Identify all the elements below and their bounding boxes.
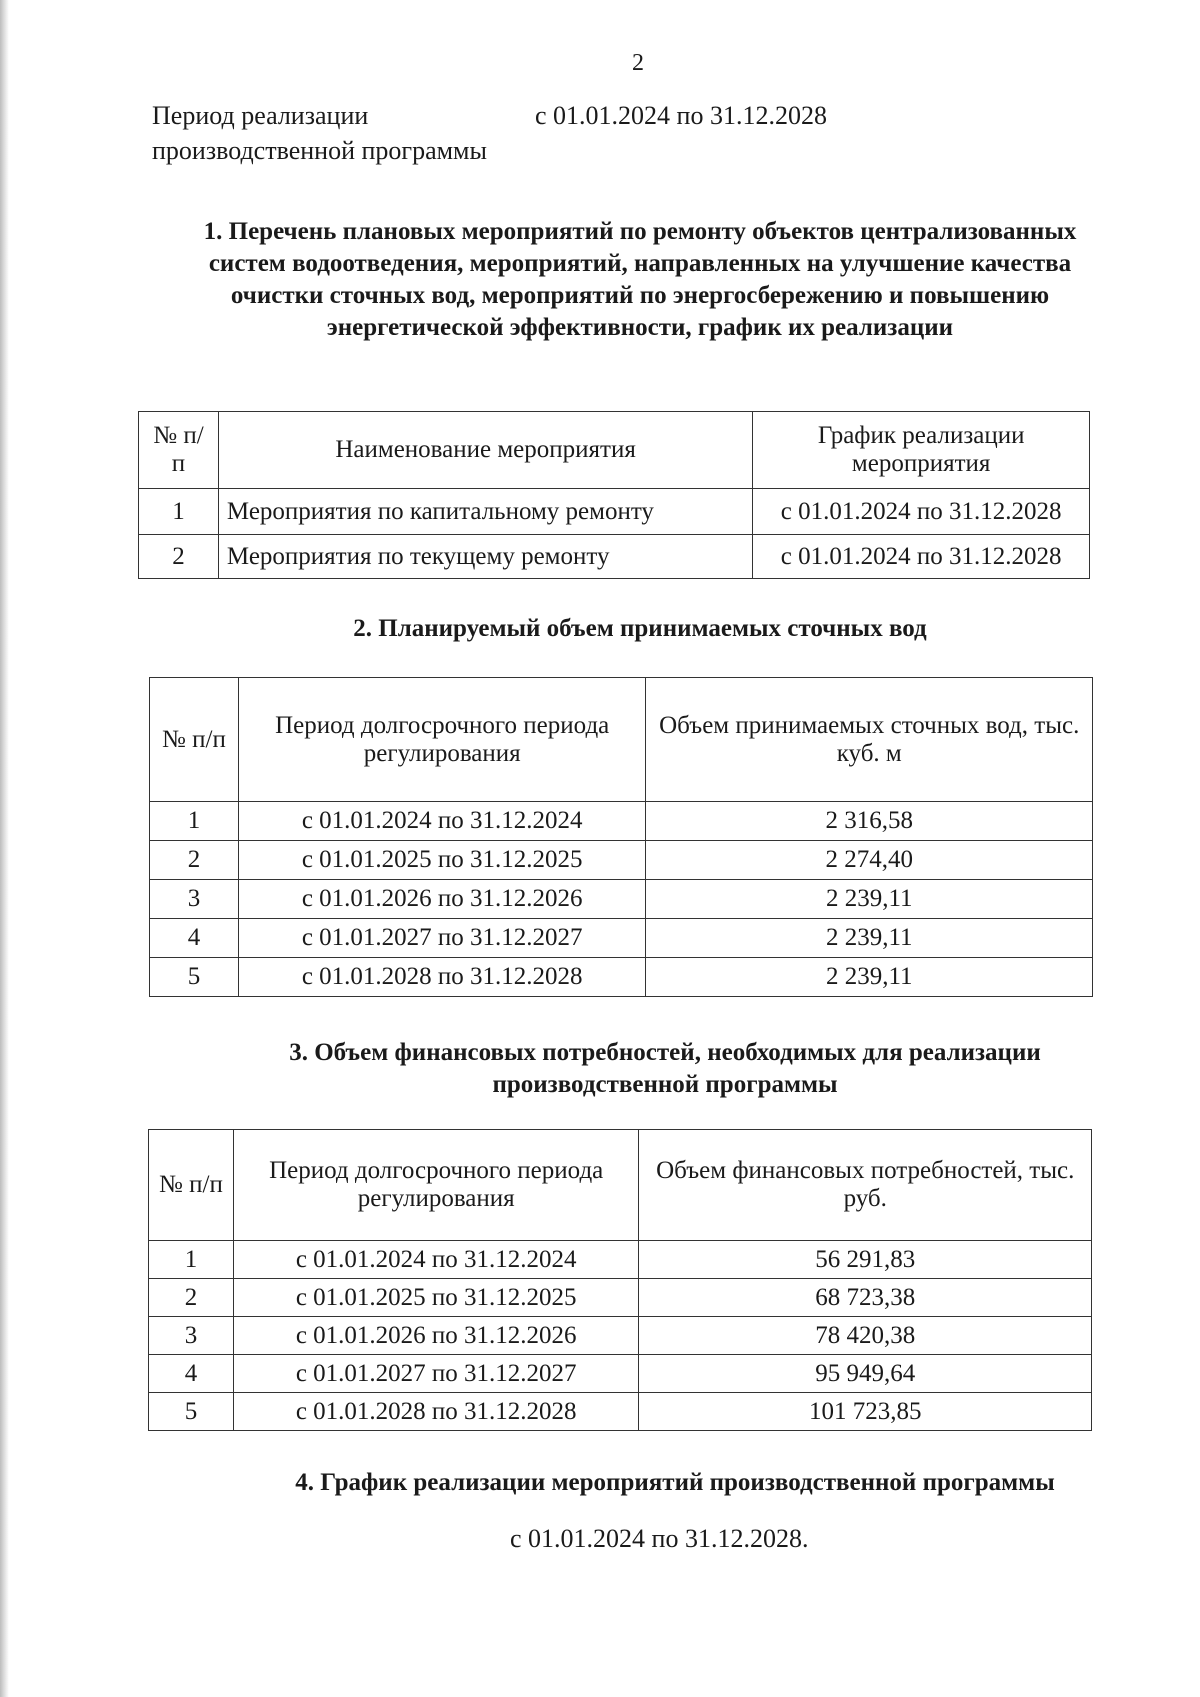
section3-header-finance: Объем финансовых потребностей, тыс. руб. [639, 1130, 1092, 1241]
section2-header-volume: Объем принимаемых сточных вод, тыс. куб. м [646, 678, 1093, 802]
program-period-label: Период реализации производственной программы [152, 101, 487, 165]
section3-row4-period: с 01.01.2027 по 31.12.2027 [233, 1355, 639, 1393]
section2-header-period: Период долгосрочного периода регулирования [238, 678, 646, 802]
section2-row4-num: 4 [150, 919, 239, 958]
section2-title: 2. Планируемый объем принимаемых сточных вод [353, 615, 927, 642]
section3-row3-num: 3 [149, 1317, 234, 1355]
table-row [150, 880, 1093, 919]
section1-row1-schedule: с 01.01.2024 по 31.12.2028 [753, 489, 1090, 535]
section2-table [149, 677, 1093, 997]
section3-row2-num: 2 [149, 1279, 234, 1317]
section1-header-num: № п/п [139, 412, 219, 489]
section1-row1-num: 1 [139, 489, 219, 535]
table-row [149, 1393, 1092, 1431]
table-row [149, 1317, 1092, 1355]
section3-row4-finance: 95 949,64 [639, 1355, 1092, 1393]
section1-title: 1. Перечень плановых мероприятий по ремонту объектов централизованных систем водоотведения, мероприятий, направленных на улучшение качества очистки сточных вод, мероприятий по энергосбережению и повышению энергетической эффективности, график их реализации [203, 218, 1077, 341]
table-row [149, 1279, 1092, 1317]
section1-row2-schedule: с 01.01.2024 по 31.12.2028 [753, 535, 1090, 579]
section2-row3-volume: 2 239,11 [646, 880, 1093, 919]
section3-title: 3. Объем финансовых потребностей, необходимых для реализации производственной программы [289, 1039, 1041, 1098]
section3-row1-num: 1 [149, 1241, 234, 1279]
table-row [139, 535, 1090, 579]
section3-table [148, 1129, 1092, 1431]
table-row [150, 958, 1093, 997]
section3-row3-period: с 01.01.2026 по 31.12.2026 [233, 1317, 639, 1355]
section1-row2-name: Мероприятия по текущему ремонту [218, 535, 752, 579]
section3-header-num: № п/п [149, 1130, 234, 1241]
table-row [150, 919, 1093, 958]
table-row [149, 1241, 1092, 1279]
table-row [150, 841, 1093, 880]
section3-row1-period: с 01.01.2024 по 31.12.2024 [233, 1241, 639, 1279]
section3-row4-num: 4 [149, 1355, 234, 1393]
section3-row3-finance: 78 420,38 [639, 1317, 1092, 1355]
section3-header-row [149, 1130, 1092, 1241]
section2-row1-num: 1 [150, 802, 239, 841]
section2-row3-num: 3 [150, 880, 239, 919]
table-row [139, 489, 1090, 535]
section2-header-row [150, 678, 1093, 802]
section2-row5-num: 5 [150, 958, 239, 997]
section3-row5-num: 5 [149, 1393, 234, 1431]
section2-row2-volume: 2 274,40 [646, 841, 1093, 880]
section3-row2-finance: 68 723,38 [639, 1279, 1092, 1317]
table-row [150, 802, 1093, 841]
section2-row1-period: с 01.01.2024 по 31.12.2024 [238, 802, 646, 841]
section3-row1-finance: 56 291,83 [639, 1241, 1092, 1279]
section1-header-schedule: График реализации мероприятия [753, 412, 1090, 489]
program-period-value: с 01.01.2024 по 31.12.2028 [535, 101, 827, 130]
section3-row5-period: с 01.01.2028 по 31.12.2028 [233, 1393, 639, 1431]
section4-value: с 01.01.2024 по 31.12.2028. [510, 1524, 809, 1553]
section3-row2-period: с 01.01.2025 по 31.12.2025 [233, 1279, 639, 1317]
section2-row5-volume: 2 239,11 [646, 958, 1093, 997]
section2-row1-volume: 2 316,58 [646, 802, 1093, 841]
section2-row2-period: с 01.01.2025 по 31.12.2025 [238, 841, 646, 880]
page-number: 2 [632, 50, 644, 76]
section1-row1-name: Мероприятия по капитальному ремонту [218, 489, 752, 535]
section1-row2-num: 2 [139, 535, 219, 579]
section2-row2-num: 2 [150, 841, 239, 880]
section2-row5-period: с 01.01.2028 по 31.12.2028 [238, 958, 646, 997]
section2-row3-period: с 01.01.2026 по 31.12.2026 [238, 880, 646, 919]
section1-header-name: Наименование мероприятия [218, 412, 752, 489]
scan-edge-shadow [0, 0, 9, 1697]
section3-header-period: Период долгосрочного периода регулирования [233, 1130, 639, 1241]
section1-header-row [139, 412, 1090, 489]
section4-title: 4. График реализации мероприятий производственной программы [295, 1469, 1055, 1496]
section2-header-num: № п/п [150, 678, 239, 802]
section1-table [138, 411, 1090, 579]
section2-row4-period: с 01.01.2027 по 31.12.2027 [238, 919, 646, 958]
section3-row5-finance: 101 723,85 [639, 1393, 1092, 1431]
section2-row4-volume: 2 239,11 [646, 919, 1093, 958]
table-row [149, 1355, 1092, 1393]
